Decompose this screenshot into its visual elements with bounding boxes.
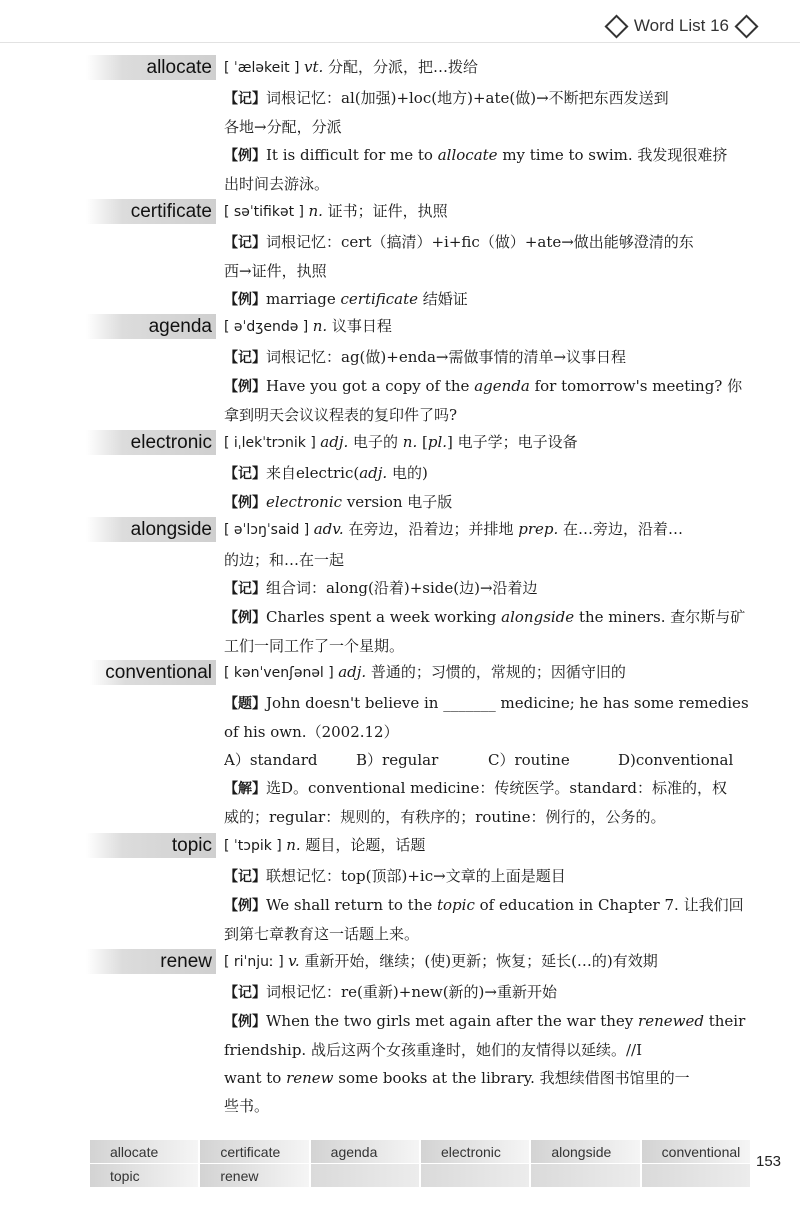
headword: renew <box>86 949 216 974</box>
page-number: 153 <box>756 1153 782 1170</box>
review-empty-cell <box>642 1164 752 1188</box>
example-line: 【例】When the two girls met again after the war they renewed their <box>224 1012 746 1030</box>
review-word: topic <box>90 1164 200 1188</box>
memory-note: 【记】词根记忆：ag(做)+enda→需做事情的清单→议事日程 <box>224 348 627 366</box>
explanation-line-cont: 威的；regular：规则的，有秩序的；routine：例行的，公务的。 <box>224 808 666 826</box>
review-word: electronic <box>421 1140 531 1164</box>
example-line-cont: 到第七章教育这一话题上来。 <box>224 925 420 943</box>
headword: alongside <box>86 517 216 542</box>
memory-note: 【记】词根记忆：re(重新)+new(新的)→重新开始 <box>224 983 557 1001</box>
question-line: 【题】John doesn't believe in _______ medicine; he has some remedies <box>224 694 749 712</box>
headword: agenda <box>86 314 216 339</box>
example-line: 【例】We shall return to the topic of education in Chapter 7. 让我们回 <box>224 896 744 914</box>
example-line: 【例】electronic version 电子版 <box>224 493 453 511</box>
example-line-2-cont: 些书。 <box>224 1097 270 1115</box>
example-line-cont: 拿到明天会议议程表的复印件了吗? <box>224 406 458 424</box>
memory-note: 【记】组合词：along(沿着)+side(边)→沿着边 <box>224 579 538 597</box>
option-a: A）standard <box>224 751 318 769</box>
review-word: conventional <box>642 1140 752 1164</box>
diamond-icon <box>604 14 628 38</box>
memory-note: 【记】来自electric(adj. 电的) <box>224 464 428 482</box>
definition-line: [ iˌlekˈtrɔnik ] adj. 电子的 n. [pl.] 电子学；电子设备 <box>224 433 578 451</box>
example-line-cont: 出时间去游泳。 <box>224 175 330 193</box>
review-word: certificate <box>200 1140 310 1164</box>
example-line: 【例】Have you got a copy of the agenda for tomorrow's meeting? 你 <box>224 377 743 395</box>
headword: conventional <box>90 660 216 685</box>
memory-note: 【记】联想记忆：top(顶部)+ic→文章的上面是题目 <box>224 867 566 885</box>
example-line: 【例】Charles spent a week working alongside the miners. 查尔斯与矿 <box>224 608 746 626</box>
review-empty-cell <box>421 1164 531 1188</box>
definition-line: [ əˈdʒendə ] n. 议事日程 <box>224 317 392 335</box>
definition-line: [ səˈtifikət ] n. 证书；证件，执照 <box>224 202 448 220</box>
word-list-title: Word List 16 <box>633 16 729 35</box>
memory-note: 【记】词根记忆：al(加强)+loc(地方)+ate(做)→不断把东西发送到 <box>224 89 669 107</box>
question-line-cont: of his own.（2002.12） <box>224 723 399 741</box>
headword: certificate <box>86 199 216 224</box>
header-divider <box>0 42 800 43</box>
example-line: 【例】marriage certificate 结婚证 <box>224 290 468 308</box>
review-word: allocate <box>90 1140 200 1164</box>
review-word: alongside <box>531 1140 641 1164</box>
definition-line: [ kənˈvenʃənəl ] adj. 普通的；习惯的，常规的；因循守旧的 <box>224 663 626 681</box>
answer-options <box>224 746 754 774</box>
example-line: 【例】It is difficult for me to allocate my time to swim. 我发现很难挤 <box>224 146 728 164</box>
example-line-2: want to renew some books at the library. 我想续借图书馆里的一 <box>224 1069 690 1087</box>
example-line-cont: 工们一同工作了一个星期。 <box>224 637 405 655</box>
example-line-cont: friendship. 战后这两个女孩重逢时，她们的友情得以延续。//I <box>224 1041 642 1059</box>
definition-line: [ əˈlɔŋˈsaid ] adv. 在旁边，沿着边；并排地 prep. 在…旁边，沿着… <box>224 520 684 538</box>
memory-note: 【记】词根记忆：cert（搞清）+i+fic（做）+ate→做出能够澄清的东 <box>224 233 694 251</box>
option-c: C）routine <box>488 751 570 769</box>
option-d: D)conventional <box>618 751 734 769</box>
review-empty-cell <box>311 1164 421 1188</box>
explanation-line: 【解】选D。conventional medicine：传统医学。standard：标准的，权 <box>224 779 728 797</box>
definition-line: [ ˈtɔpik ] n. 题目，论题，话题 <box>224 836 426 854</box>
headword: topic <box>86 833 216 858</box>
memory-note-cont: 西→证件，执照 <box>224 262 327 280</box>
review-word: agenda <box>311 1140 421 1164</box>
option-b: B）regular <box>356 751 439 769</box>
diamond-icon <box>734 14 758 38</box>
review-empty-cell <box>531 1164 641 1188</box>
memory-note-cont: 各地→分配，分派 <box>224 118 342 136</box>
headword: allocate <box>86 55 216 80</box>
definition-line: [ riˈnjuː ] v. 重新开始，继续；(使)更新；恢复；延长(…的)有效期 <box>224 952 658 970</box>
definition-line: [ ˈæləkeit ] vt. 分配，分派，把…拨给 <box>224 58 479 76</box>
page-header <box>605 12 758 40</box>
headword: electronic <box>86 430 216 455</box>
definition-line-cont: 的边；和…在一起 <box>224 551 345 569</box>
review-word-grid <box>90 1140 752 1188</box>
review-word: renew <box>200 1164 310 1188</box>
